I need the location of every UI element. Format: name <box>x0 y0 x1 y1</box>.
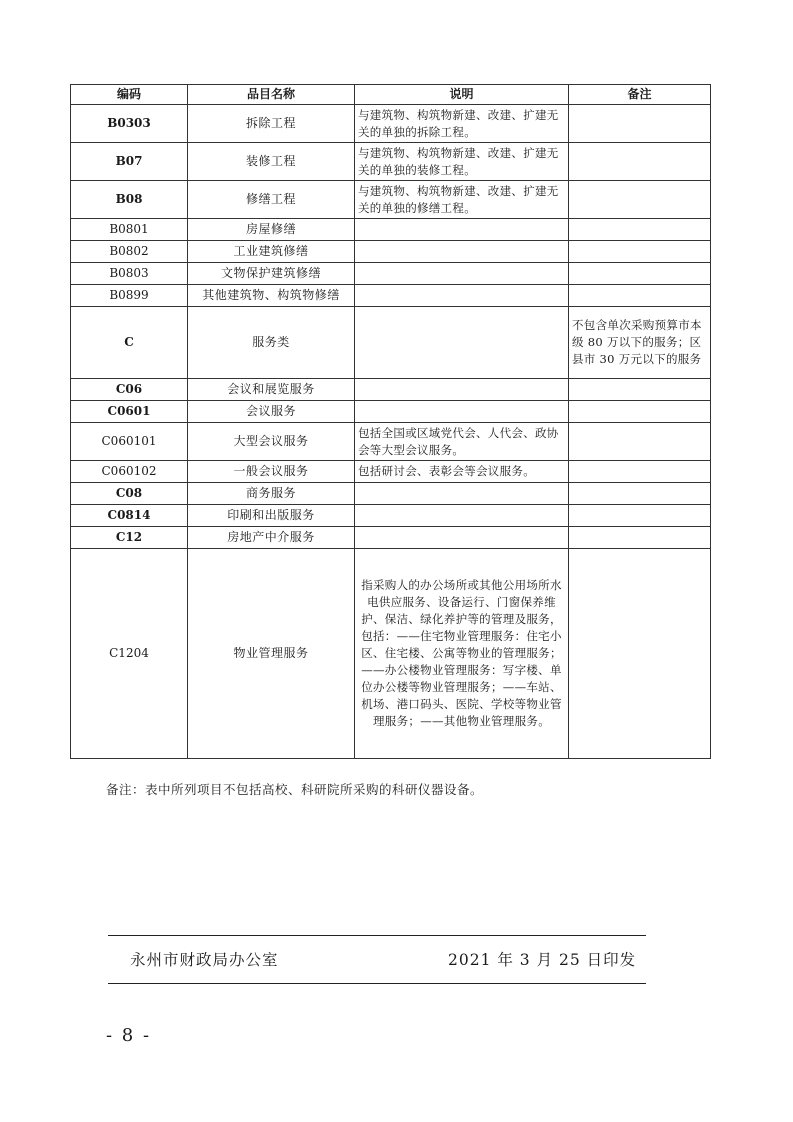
cell-code: C08 <box>71 483 188 505</box>
table-row <box>71 181 711 219</box>
table-header-row <box>71 85 711 105</box>
cell-desc <box>355 527 569 549</box>
cell-note <box>569 483 711 505</box>
cell-name: 会议和展览服务 <box>188 379 355 401</box>
cell-code: B0801 <box>71 219 188 241</box>
cell-desc: 与建筑物、构筑物新建、改建、扩建无关的单独的装修工程。 <box>355 143 569 181</box>
cell-desc: 与建筑物、构筑物新建、改建、扩建无关的单独的修缮工程。 <box>355 181 569 219</box>
cell-code: C060102 <box>71 461 188 483</box>
cell-note <box>569 461 711 483</box>
cell-code: C0601 <box>71 401 188 423</box>
table-row <box>71 219 711 241</box>
cell-name: 装修工程 <box>188 143 355 181</box>
header-note: 备注 <box>569 85 711 105</box>
cell-desc <box>355 219 569 241</box>
cell-name: 印刷和出版服务 <box>188 505 355 527</box>
cell-desc <box>355 285 569 307</box>
cell-note <box>569 143 711 181</box>
cell-desc: 与建筑物、构筑物新建、改建、扩建无关的单独的拆除工程。 <box>355 105 569 143</box>
cell-note <box>569 401 711 423</box>
cell-desc <box>355 379 569 401</box>
table-row <box>71 401 711 423</box>
cell-code: B08 <box>71 181 188 219</box>
table-row <box>71 483 711 505</box>
cell-name: 房地产中介服务 <box>188 527 355 549</box>
cell-note <box>569 219 711 241</box>
table-row <box>71 241 711 263</box>
cell-name: 大型会议服务 <box>188 423 355 461</box>
cell-note <box>569 549 711 759</box>
table-row <box>71 379 711 401</box>
cell-code: C060101 <box>71 423 188 461</box>
procurement-catalog-table <box>70 84 711 759</box>
cell-code: B0303 <box>71 105 188 143</box>
cell-note <box>569 285 711 307</box>
footer-top-rule <box>108 935 646 936</box>
cell-name: 工业建筑修缮 <box>188 241 355 263</box>
cell-desc <box>355 483 569 505</box>
table-row <box>71 307 711 379</box>
cell-desc: 指采购人的办公场所或其他公用场所水电供应服务、设备运行、门窗保养维护、保洁、绿化养护等的管理及服务，包括：——住宅物业管理服务：住宅小区、住宅楼、公寓等物业的管理服务；——办公楼物业管理服务：写字楼、单位办公楼等物业管理服务；——车站、机场、港口码头、医院、学校等物业管理服务；——其他物业管理服务。 <box>355 549 569 759</box>
cell-code: C0814 <box>71 505 188 527</box>
header-desc: 说明 <box>355 85 569 105</box>
cell-desc: 包括研讨会、表彰会等会议服务。 <box>355 461 569 483</box>
table-row <box>71 461 711 483</box>
cell-note <box>569 105 711 143</box>
table-row <box>71 527 711 549</box>
cell-desc <box>355 241 569 263</box>
cell-desc <box>355 401 569 423</box>
cell-name: 一般会议服务 <box>188 461 355 483</box>
table-row <box>71 549 711 759</box>
cell-code: B07 <box>71 143 188 181</box>
table-footnote: 备注：表中所列项目不包括高校、科研院所采购的科研仪器设备。 <box>106 782 484 797</box>
cell-code: C <box>71 307 188 379</box>
cell-name: 会议服务 <box>188 401 355 423</box>
cell-code: C1204 <box>71 549 188 759</box>
cell-desc <box>355 307 569 379</box>
table-row <box>71 505 711 527</box>
table-row <box>71 285 711 307</box>
cell-name: 物业管理服务 <box>188 549 355 759</box>
table-row <box>71 143 711 181</box>
cell-code: B0899 <box>71 285 188 307</box>
cell-note <box>569 241 711 263</box>
cell-note <box>569 181 711 219</box>
page-number: - 8 - <box>106 1025 152 1046</box>
cell-note <box>569 527 711 549</box>
issue-date: 2021 年 3 月 25 日印发 <box>448 951 637 969</box>
cell-code: C06 <box>71 379 188 401</box>
cell-name: 文物保护建筑修缮 <box>188 263 355 285</box>
cell-name: 服务类 <box>188 307 355 379</box>
cell-name: 商务服务 <box>188 483 355 505</box>
cell-name: 拆除工程 <box>188 105 355 143</box>
cell-name: 其他建筑物、构筑物修缮 <box>188 285 355 307</box>
cell-note <box>569 379 711 401</box>
cell-note <box>569 263 711 285</box>
cell-name: 房屋修缮 <box>188 219 355 241</box>
cell-desc <box>355 505 569 527</box>
header-code: 编码 <box>71 85 188 105</box>
table-row <box>71 263 711 285</box>
cell-name: 修缮工程 <box>188 181 355 219</box>
cell-note <box>569 505 711 527</box>
cell-desc <box>355 263 569 285</box>
issuer-name: 永州市财政局办公室 <box>130 951 279 969</box>
footer-bottom-rule <box>108 983 646 984</box>
cell-code: B0802 <box>71 241 188 263</box>
cell-note <box>569 423 711 461</box>
header-name: 品目名称 <box>188 85 355 105</box>
cell-note: 不包含单次采购预算市本级 80 万以下的服务；区县市 30 万元以下的服务 <box>569 307 711 379</box>
table-row <box>71 423 711 461</box>
cell-code: B0803 <box>71 263 188 285</box>
table-row <box>71 105 711 143</box>
cell-desc: 包括全国或区域党代会、人代会、政协会等大型会议服务。 <box>355 423 569 461</box>
cell-code: C12 <box>71 527 188 549</box>
